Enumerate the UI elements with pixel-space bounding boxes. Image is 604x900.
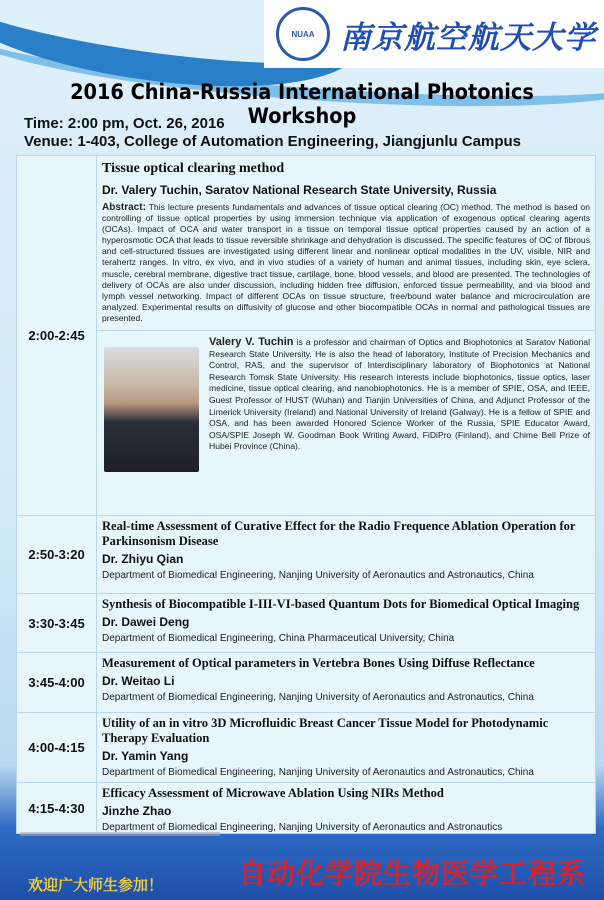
speaker: Dr. Valery Tuchin, Saratov National Research State University, Russia — [102, 183, 497, 197]
talk-title: Real-time Assessment of Curative Effect for the Radio Frequence Ablation Operation for Parkinsonism Disease — [102, 519, 576, 548]
talk-title: Utility of an in vitro 3D Microfluidic Breast Cancer Tissue Model for Photodynamic Therapy Evaluation — [102, 716, 549, 745]
speaker: Dr. Weitao Li — [102, 674, 175, 688]
department: Department of Biomedical Engineering, Nanjing University of Aeronautics and Astronautics — [102, 822, 503, 833]
session-time: 4:15-4:30 — [17, 783, 97, 833]
event-time: Time: 2:00 pm, Oct. 26, 2016 — [24, 115, 225, 132]
department: Department of Biomedical Engineering, Nanjing University of Aeronautics and Astronautics, China — [102, 570, 534, 581]
university-logo — [264, 0, 604, 68]
welcome-text: 欢迎广大师生参加！ — [28, 876, 164, 894]
talk-title: Measurement of Optical parameters in Vertebra Bones Using Diffuse Reflectance — [102, 656, 535, 670]
speaker: Dr. Yamin Yang — [102, 749, 189, 763]
speaker: Dr. Zhiyu Qian — [102, 552, 184, 566]
bio-text: is a professor and chairman of Optics and Biophotonics at Saratov National Research State University. He is also the head of laboratory, Institute of Precision Mechanics and Control, RAS, and the supervisor of Interdisciplinary laboratory of Biophotonics at National Research Tomsk State University. His research interests include biophotonics, tissue optics, laser medicine, tissue optical clearing, and nanobiophotonics. He is a member of SPIE, OSA, and IEEE, Guest Professor of HUST (Wuhan) and Tianjin Universities of China, and Adjunct Professor of the Limerick University (Ireland) and National University of Ireland (Galway). He is a fellow of SPIE and OSA, and has been awarded Honored Science Worker of the Russia, SPIE Educator Award, OSA/SPIE Joseph W. Goodman Book Writing Award, FiDiPro (Finland), and Chime Bell Prize of Hubei Province (China). — [209, 337, 590, 452]
talk-title: Efficacy Assessment of Microwave Ablation Using NIRs Method — [102, 786, 444, 800]
session-time: 4:00-4:15 — [17, 713, 97, 782]
page-title: 2016 China-Russia International Photonics Workshop — [70, 80, 534, 128]
table-row — [17, 783, 595, 833]
abstract: Abstract: This lecture presents fundamentals and advances of tissue optical clearing (OC) method. The method is based on controlling of tissue optical properties by using immersion technique via application of exogenous optical clearing agents (OCAs). Impact of OCA and water transport in a tissue on temporal tissue optical properties caused by an action of a hyperosmotic OCA that leads to tissue reversible shrinkage and dehydration is discussed. The specific features of OC of fibrous and cell-structured tissues are investigated using different linear and nonlinear optical modalities in the UV, visible, NIR and terahertz ranges. In vitro, ex vivo, and in vivo studies of a variety of human and animal tissues, including skin, eye sclera, muscle, cerebral membrane, digestive tract tissue, cartilage, bone, blood vessels, and blood are presented. The technologies of delivery of OCAs are also under discussion, including hidden free diffusion, enforced tissue permeability, and via blood and lymph vessel networking. Impact of different OCAs on tissue structure, free/bound water balance and microcirculation are analyzed. Experimental results on diffusivity of glucose and other biocompatible OCAs in normal and pathological tissues are presented. — [102, 202, 590, 323]
table-row — [17, 594, 595, 653]
talk-title: Tissue optical clearing method — [102, 161, 285, 176]
session-time: 3:30-3:45 — [17, 594, 97, 652]
table-row — [17, 713, 595, 783]
department: Department of Biomedical Engineering, Nanjing University of Aeronautics and Astronautics, China — [102, 692, 534, 703]
department-name: 自动化学院生物医学工程系 — [238, 857, 587, 890]
session-time: 3:45-4:00 — [17, 653, 97, 712]
speaker: Jinzhe Zhao — [102, 804, 172, 818]
table-row — [17, 516, 595, 594]
speaker-bio — [97, 330, 595, 476]
speaker-photo — [104, 347, 199, 472]
talk-title: Synthesis of Biocompatible I-III-VI-based Quantum Dots for Biomedical Optical Imaging — [102, 597, 580, 611]
university-seal-icon: NUAA — [276, 7, 330, 61]
table-row — [17, 653, 595, 713]
session-time: 2:50-3:20 — [17, 516, 97, 593]
department: Department of Biomedical Engineering, Nanjing University of Aeronautics and Astronautics, China — [102, 767, 534, 778]
speaker: Dr. Dawei Deng — [102, 615, 190, 629]
table-row — [17, 156, 595, 516]
event-venue: Venue: 1-403, College of Automation Engineering, Jiangjunlu Campus — [24, 133, 522, 150]
department: Department of Biomedical Engineering, China Pharmaceutical University, China — [102, 633, 455, 644]
schedule-table — [16, 155, 596, 834]
session-time: 2:00-2:45 — [17, 156, 97, 515]
bio-name: Valery V. Tuchin — [209, 336, 294, 349]
university-name: 南京航空航天大学 — [340, 19, 596, 56]
